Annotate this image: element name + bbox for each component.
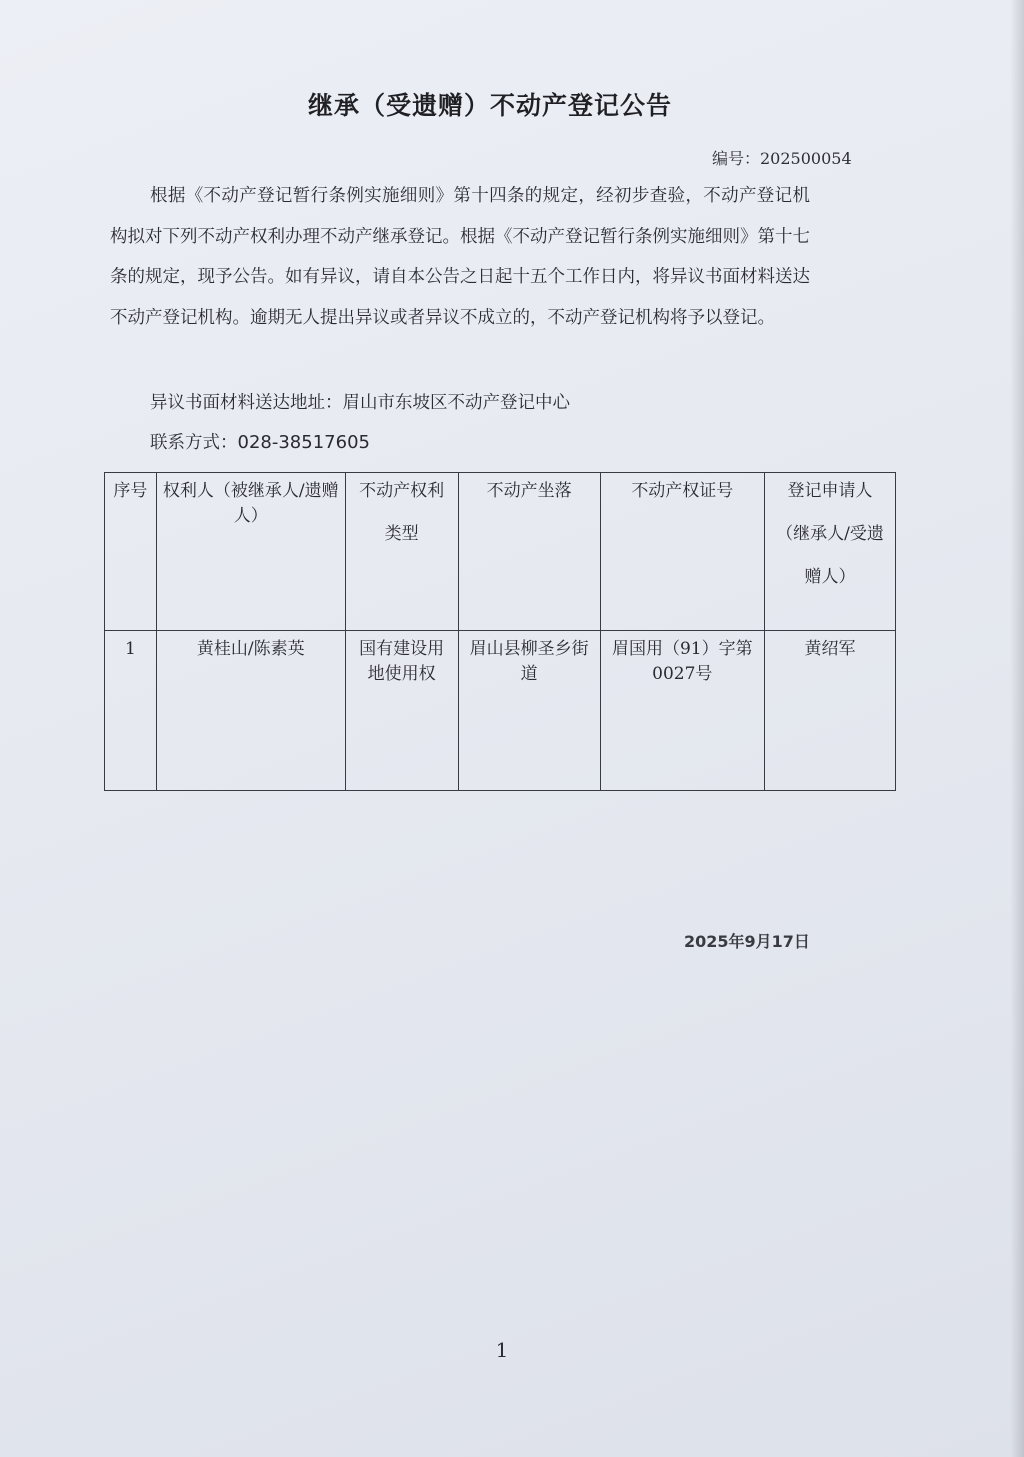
cell-seq: 1 <box>105 631 157 791</box>
header-right-type-line1: 不动产权利 <box>359 481 445 501</box>
header-applicant <box>764 473 895 631</box>
cell-location: 眉山县柳圣乡街道 <box>458 631 600 791</box>
notice-date: 2025年9月17日 <box>684 932 810 951</box>
contact-phone: 028-38517605 <box>237 432 370 453</box>
document-number: 编号：202500054 <box>712 149 852 168</box>
table-row <box>105 631 896 791</box>
notice-title: 继承（受遗赠）不动产登记公告 <box>307 91 672 120</box>
cell-right-type: 国有建设用地使用权 <box>345 631 458 791</box>
cell-holder: 黄桂山/陈素英 <box>156 631 345 791</box>
header-cert: 不动产权证号 <box>600 473 764 631</box>
header-right-type <box>345 473 458 631</box>
page-number: 1 <box>495 1338 509 1362</box>
header-right-type-line2: 类型 <box>384 524 419 544</box>
page-edge-shadow <box>1010 0 1024 1457</box>
notice-body-paragraph: 根据《不动产登记暂行条例实施细则》第十四条的规定，经初步查验，不动产登记机构拟对下列不动产权利办理不动产继承登记。根据《不动产登记暂行条例实施细则》第十七条的规定，现予公告。如有异议，请自本公告之日起十五个工作日内，将异议书面材料送达不动产登记机构。逾期无人提出异议或者异议不成立的，不动产登记机构将予以登记。 <box>110 186 810 328</box>
header-seq: 序号 <box>105 473 157 631</box>
objection-address <box>150 389 570 414</box>
objection-address-label: 异议书面材料送达地址： <box>150 393 343 413</box>
registration-table <box>104 472 896 791</box>
table-header-row <box>105 473 896 631</box>
contact-label: 联系方式： <box>150 433 238 453</box>
cell-cert: 眉国用（91）字第0027号 <box>600 631 764 791</box>
header-holder: 权利人（被继承人/遗赠人） <box>156 473 345 631</box>
header-applicant-line3: 赠人） <box>804 567 856 587</box>
header-location: 不动产坐落 <box>458 473 600 631</box>
cell-applicant: 黄绍军 <box>764 631 895 791</box>
objection-address-value: 眉山市东坡区不动产登记中心 <box>342 393 570 413</box>
contact-info <box>150 429 370 454</box>
header-applicant-line2: （继承人/受遗 <box>776 524 884 544</box>
header-applicant-line1: 登记申请人 <box>787 481 873 501</box>
